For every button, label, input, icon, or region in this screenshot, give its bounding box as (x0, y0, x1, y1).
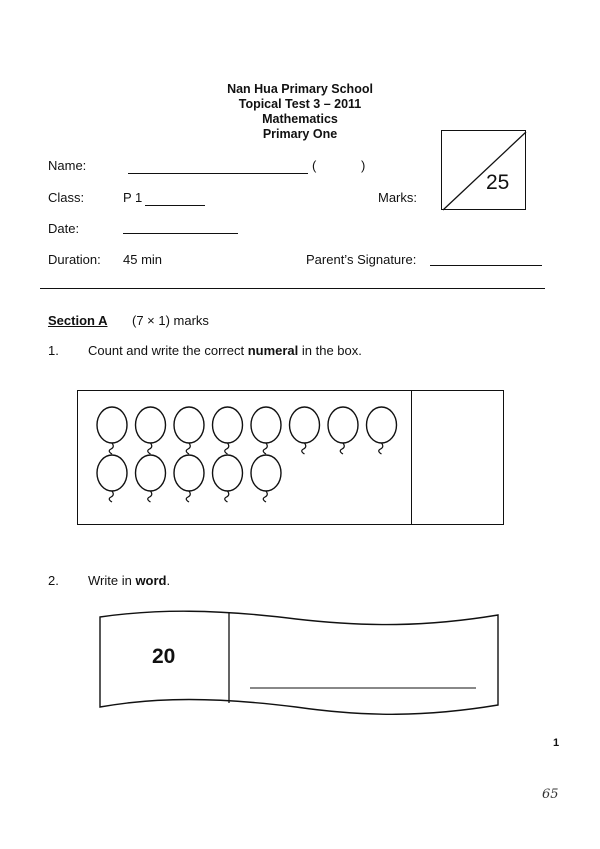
balloon-icon (97, 407, 127, 454)
section-title: Section A (48, 313, 108, 328)
balloon-icon (367, 407, 397, 454)
duration-label: Duration: (48, 252, 101, 267)
marks-box-diagonal (442, 131, 527, 211)
page-number: 1 (553, 737, 560, 749)
question-1-text-bold: numeral (247, 343, 299, 358)
balloon-icon (174, 455, 204, 502)
test-title: Topical Test 3 – 2011 (238, 97, 362, 111)
balloon-icon (290, 407, 320, 454)
balloon-icon (328, 407, 358, 454)
class-field[interactable] (145, 205, 205, 206)
level-title: Primary One (262, 127, 338, 141)
question-1-text-after: in the box. (298, 343, 362, 358)
marks-box (441, 130, 526, 210)
name-field[interactable] (128, 173, 308, 174)
balloon-group (77, 390, 411, 525)
balloon-icon (97, 455, 127, 502)
school-name: Nan Hua Primary School (227, 82, 373, 96)
question-2-text-bold: word (135, 573, 167, 588)
class-label: Class: (48, 190, 85, 205)
question-2-text (88, 573, 170, 588)
register-paren-close: ) (361, 158, 366, 173)
header-divider (40, 288, 545, 289)
name-label: Name: (48, 158, 87, 173)
question-2-text-before: Write in (88, 573, 136, 588)
question-2-number: 2. (48, 573, 59, 588)
signature-label: Parent’s Signature: (306, 252, 417, 267)
subject-title: Mathematics (262, 112, 338, 126)
date-field[interactable] (123, 233, 238, 234)
question-1-text-before: Count and write the correct (88, 343, 248, 358)
word-answer-field[interactable] (250, 660, 476, 690)
class-value: P 1 (123, 190, 143, 205)
handwritten-note: 65 (542, 787, 559, 802)
signature-field[interactable] (430, 265, 542, 266)
balloon-icon (213, 407, 243, 454)
register-paren-open: ( (312, 158, 317, 173)
question-2-value: 20 (152, 645, 176, 668)
date-label: Date: (48, 221, 80, 236)
question-1-text (88, 343, 362, 358)
question-1-number: 1. (48, 343, 59, 358)
numeral-answer-box[interactable] (412, 391, 503, 524)
marks-label: Marks: (378, 190, 417, 205)
balloon-icon (251, 407, 281, 454)
balloon-icon (136, 455, 166, 502)
balloon-icon (174, 407, 204, 454)
question-2-text-after: . (166, 573, 171, 588)
duration-value: 45 min (123, 252, 163, 267)
balloon-icon (251, 455, 281, 502)
balloon-icon (213, 455, 243, 502)
balloon-icon (136, 407, 166, 454)
section-marks: (7 × 1) marks (132, 313, 209, 328)
marks-total: 25 (486, 171, 510, 194)
